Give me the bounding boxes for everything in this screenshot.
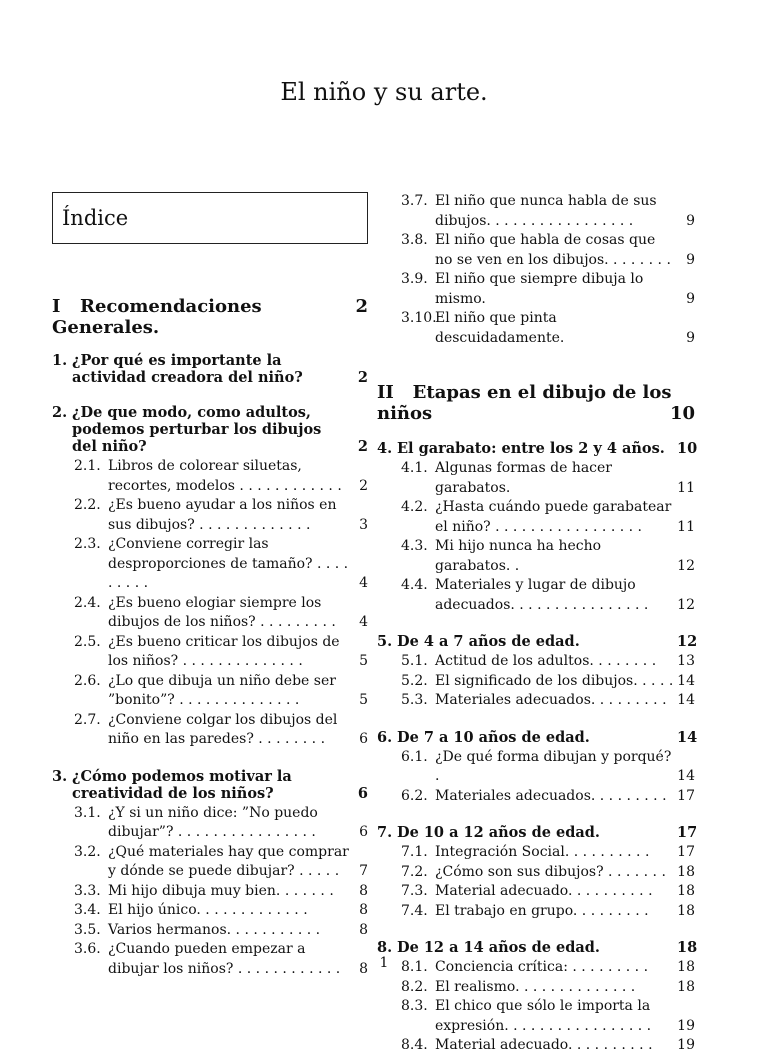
part-number: II: [377, 382, 394, 403]
subsection-number: 2.5.: [74, 633, 101, 650]
toc-subsection[interactable]: [377, 309, 695, 348]
section-number: 7.: [377, 824, 393, 841]
subsection-title: ¿Conviene colgar los dibujos del niño en las paredes? . . . . . . . .: [108, 711, 338, 747]
part-page: 2: [355, 296, 368, 317]
toc-section[interactable]: [52, 352, 368, 386]
subsection-page: 8: [359, 882, 368, 899]
subsection-title: ¿Qué materiales hay que comprar y dónde se puede dibujar? . . . . .: [108, 843, 349, 879]
indice-heading: Índice: [52, 192, 368, 244]
toc-subsection[interactable]: [52, 843, 368, 882]
toc-subsection[interactable]: [377, 882, 695, 902]
toc-subsection[interactable]: [52, 535, 368, 594]
toc-subsection[interactable]: [52, 496, 368, 535]
subsection-number: 8.2.: [401, 978, 428, 995]
subsection-page: 18: [677, 863, 695, 880]
subsection-number: 3.2.: [74, 843, 101, 860]
toc-section[interactable]: [377, 939, 698, 956]
subsection-number: 6.1.: [401, 748, 428, 765]
toc-subsection[interactable]: [52, 901, 368, 921]
subsection-title: El significado de los dibujos. . . . .: [435, 672, 674, 689]
toc-subsection[interactable]: [377, 843, 695, 863]
section-title: De 10 a 12 años de edad.: [397, 824, 600, 841]
section-number: 3.: [52, 767, 68, 785]
section-title: De 4 a 7 años de edad.: [397, 633, 580, 650]
subsection-page: 18: [677, 978, 695, 995]
subsection-number: 3.8.: [401, 232, 428, 248]
subsection-title: ¿Cómo son sus dibujos? . . . . . . .: [435, 863, 666, 880]
subsection-list: [377, 843, 695, 921]
subsection-list: [377, 652, 695, 711]
subsection-number: 5.1.: [401, 653, 428, 669]
subsection-page: 5: [359, 653, 368, 669]
subsection-number: 3.10.: [401, 310, 437, 326]
subsection-page: 13: [677, 653, 695, 669]
subsection-title: El niño que habla de cosas que no se ven en los dibujos. . . . . . . .: [435, 232, 671, 268]
section-title: De 12 a 14 años de edad.: [397, 939, 600, 956]
section-title: El garabato: entre los 2 y 4 años.: [397, 440, 665, 457]
subsection-page: 14: [677, 672, 695, 689]
toc-section[interactable]: [377, 633, 698, 650]
part-number: I: [52, 296, 61, 317]
toc-subsection[interactable]: [377, 748, 695, 787]
subsection-number: 4.4.: [401, 577, 428, 593]
section-page: 17: [677, 824, 698, 841]
subsection-number: 7.1.: [401, 844, 428, 860]
subsection-title: ¿Conviene corregir las desproporciones de tamaño? . . . . . . . . .: [108, 536, 349, 591]
subsection-page: 9: [686, 251, 695, 268]
subsection-page: 11: [677, 518, 695, 535]
subsection-number: 8.1.: [401, 959, 428, 975]
subsection-title: Material adecuado. . . . . . . . . .: [435, 1037, 653, 1053]
subsection-number: 2.7.: [74, 711, 101, 728]
subsection-title: ¿Y si un niño dice: ”No puedo dibujar”? . . . . . . . . . . . . . . . .: [108, 804, 318, 840]
subsection-number: 3.5.: [74, 921, 101, 938]
section-number: 2.: [52, 404, 68, 421]
subsection-title: ¿Lo que dibuja un niño debe ser ”bonito”? . . . . . . . . . . . . . .: [108, 672, 336, 708]
part-two-heading[interactable]: [377, 382, 695, 424]
subsection-title: Integración Social. . . . . . . . . .: [435, 844, 650, 860]
subsection-page: 9: [686, 290, 695, 307]
toc-subsection[interactable]: [52, 804, 368, 843]
toc-subsection[interactable]: [377, 459, 695, 498]
subsection-number: 3.9.: [401, 271, 428, 287]
toc-subsection[interactable]: [52, 921, 368, 941]
subsection-title: Algunas formas de hacer garabatos.: [435, 460, 613, 496]
left-section-list: [52, 352, 368, 979]
subsection-page: 9: [686, 212, 695, 229]
subsection-title: El niño que nunca habla de sus dibujos. . . . . . . . . . . . . . . . .: [435, 193, 657, 229]
subsection-page: 19: [677, 1037, 695, 1053]
subsection-number: 8.4.: [401, 1037, 428, 1053]
toc-subsection[interactable]: [377, 902, 695, 922]
section-page: 18: [677, 939, 698, 956]
section-title: De 7 a 10 años de edad.: [397, 728, 590, 746]
part-title: Etapas en el dibujo de los niños: [377, 382, 672, 424]
subsection-page: 7: [359, 863, 368, 879]
toc-subsection[interactable]: [52, 633, 368, 672]
toc-subsection[interactable]: [52, 882, 368, 902]
toc-subsection[interactable]: [377, 576, 695, 615]
subsection-title: El realismo. . . . . . . . . . . . . .: [435, 978, 636, 995]
document-title: El niño y su arte.: [280, 78, 488, 106]
subsection-list: [377, 958, 695, 1056]
subsection-page: 12: [677, 557, 695, 574]
subsection-title: El niño que siempre dibuja lo mismo.: [435, 271, 644, 307]
subsection-number: 2.1.: [74, 458, 101, 474]
section-page: 2: [357, 369, 368, 386]
subsection-title: ¿De qué forma dibujan y porqué? .: [435, 748, 672, 784]
section-page: 2: [357, 438, 368, 455]
subsection-page: 2: [359, 477, 368, 494]
subsection-page: 11: [677, 479, 695, 496]
subsection-number: 8.3.: [401, 998, 428, 1014]
subsection-number: 3.4.: [74, 902, 101, 918]
subsection-title: ¿Es bueno ayudar a los niños en sus dibujos? . . . . . . . . . . . . .: [108, 497, 337, 533]
subsection-title: Libros de colorear siluetas, recortes, modelos . . . . . . . . . . . .: [108, 458, 342, 494]
subsection-title: Conciencia crítica: . . . . . . . . .: [435, 959, 649, 975]
subsection-page: 9: [686, 329, 695, 346]
subsection-page: 4: [359, 575, 368, 591]
toc-subsection[interactable]: [377, 270, 695, 309]
subsection-page: 14: [677, 692, 695, 708]
subsection-title: Actitud de los adultos. . . . . . . .: [435, 653, 657, 669]
page-number: 1: [379, 955, 389, 971]
subsection-number: 2.3.: [74, 536, 101, 552]
section-page: 12: [677, 633, 698, 650]
subsection-number: 3.1.: [74, 804, 101, 821]
toc-section[interactable]: [377, 728, 698, 746]
toc-subsection[interactable]: [52, 672, 368, 711]
subsection-list: [377, 748, 695, 807]
subsection-title: El chico que sólo le importa la expresión. . . . . . . . . . . . . . . . .: [435, 998, 652, 1034]
subsection-title: ¿Es bueno criticar los dibujos de los niños? . . . . . . . . . . . . . .: [108, 633, 340, 669]
subsection-page: 14: [677, 768, 695, 784]
subsection-page: 18: [677, 959, 695, 975]
subsection-page: 17: [677, 844, 695, 860]
subsection-number: 2.2.: [74, 497, 101, 513]
section-page: 10: [677, 440, 698, 457]
toc-subsection[interactable]: [52, 457, 368, 496]
subsection-title: Mi hijo dibuja muy bien. . . . . . .: [108, 882, 334, 899]
toc-left-column: [52, 192, 368, 979]
section-page: 6: [357, 784, 368, 802]
subsection-number: 3.3.: [74, 882, 101, 899]
subsection-title: Materiales adecuados. . . . . . . . .: [435, 787, 667, 804]
section-number: 4.: [377, 440, 393, 457]
subsection-number: 4.2.: [401, 499, 428, 515]
subsection-page: 4: [359, 614, 368, 630]
toc-subsection[interactable]: [52, 711, 368, 750]
section-number: 8.: [377, 939, 393, 956]
subsection-page: 8: [359, 960, 368, 977]
subsection-page: 5: [359, 692, 368, 708]
subsection-number: 3.6.: [74, 941, 101, 957]
subsection-title: ¿Cuando pueden empezar a dibujar los niños? . . . . . . . . . . . .: [108, 941, 341, 977]
subsection-title: El hijo único. . . . . . . . . . . . .: [108, 902, 308, 918]
section-title: ¿Cómo podemos motivar la creatividad de los niños?: [72, 767, 292, 802]
subsection-title: Materiales adecuados. . . . . . . . .: [435, 692, 667, 708]
toc-subsection[interactable]: [377, 231, 695, 270]
subsection-number: 4.1.: [401, 460, 428, 476]
subsection-page: 17: [677, 787, 695, 804]
section-number: 6.: [377, 728, 393, 746]
subsection-title: El niño que pinta descuidadamente.: [435, 310, 565, 346]
toc-subsection[interactable]: [377, 192, 695, 231]
subsection-number: 7.2.: [401, 863, 428, 880]
toc-section[interactable]: [52, 768, 368, 802]
right-top-subsections: [377, 192, 695, 348]
toc-subsection[interactable]: [377, 997, 695, 1036]
subsection-list: [377, 459, 695, 615]
toc-subsection[interactable]: [377, 1036, 695, 1056]
subsection-title: Mi hijo nunca ha hecho garabatos. .: [435, 538, 602, 574]
subsection-title: ¿Hasta cuándo puede garabatear el niño? . . . . . . . . . . . . . . . . .: [435, 499, 672, 535]
toc-subsection[interactable]: [377, 787, 695, 807]
subsection-number: 5.2.: [401, 672, 428, 689]
subsection-page: 8: [359, 921, 368, 938]
subsection-number: 2.6.: [74, 672, 101, 689]
subsection-list: [52, 804, 368, 980]
subsection-page: 18: [677, 902, 695, 919]
section-number: 5.: [377, 633, 393, 650]
subsection-number: 5.3.: [401, 692, 428, 708]
subsection-page: 8: [359, 902, 368, 918]
subsection-title: Material adecuado. . . . . . . . . .: [435, 883, 653, 899]
subsection-title: Materiales y lugar de dibujo adecuados. . . . . . . . . . . . . . . .: [435, 577, 649, 613]
subsection-page: 6: [359, 824, 368, 840]
part-one-heading[interactable]: [52, 296, 368, 338]
toc-subsection[interactable]: [377, 652, 695, 672]
subsection-number: 7.4.: [401, 902, 428, 919]
subsection-page: 19: [677, 1017, 695, 1034]
subsection-number: 6.2.: [401, 787, 428, 804]
toc-subsection[interactable]: [377, 978, 695, 998]
toc-subsection[interactable]: [377, 863, 695, 883]
part-page: 10: [669, 403, 695, 424]
subsection-title: El trabajo en grupo. . . . . . . . .: [435, 902, 649, 919]
section-title: ¿Por qué es importante la actividad creadora del niño?: [72, 352, 303, 386]
section-title: ¿De que modo, como adultos, podemos perturbar los dibujos del niño?: [72, 404, 322, 455]
subsection-number: 2.4.: [74, 594, 101, 611]
toc-subsection[interactable]: [377, 672, 695, 692]
subsection-title: Varios hermanos. . . . . . . . . . .: [108, 921, 321, 938]
toc-section[interactable]: [377, 824, 698, 841]
subsection-page: 12: [677, 596, 695, 613]
toc-section[interactable]: [377, 440, 698, 457]
subsection-list: [52, 457, 368, 750]
section-page: 14: [677, 728, 698, 746]
toc-subsection[interactable]: [377, 498, 695, 537]
toc-subsection[interactable]: [377, 537, 695, 576]
toc-right-column: [377, 192, 698, 1056]
toc-section[interactable]: [52, 404, 368, 455]
toc-subsection[interactable]: [377, 691, 695, 711]
section-number: 1.: [52, 352, 68, 369]
subsection-number: 3.7.: [401, 193, 428, 209]
toc-subsection[interactable]: [52, 594, 368, 633]
subsection-number: 7.3.: [401, 883, 428, 899]
subsection-page: 3: [359, 516, 368, 533]
subsection-number: 4.3.: [401, 538, 428, 554]
subsection-page: 6: [359, 731, 368, 747]
subsection-title: ¿Es bueno elogiar siempre los dibujos de los niños? . . . . . . . . .: [108, 594, 336, 630]
subsection-page: 18: [677, 883, 695, 899]
part-title: Recomendaciones Generales.: [52, 296, 262, 338]
